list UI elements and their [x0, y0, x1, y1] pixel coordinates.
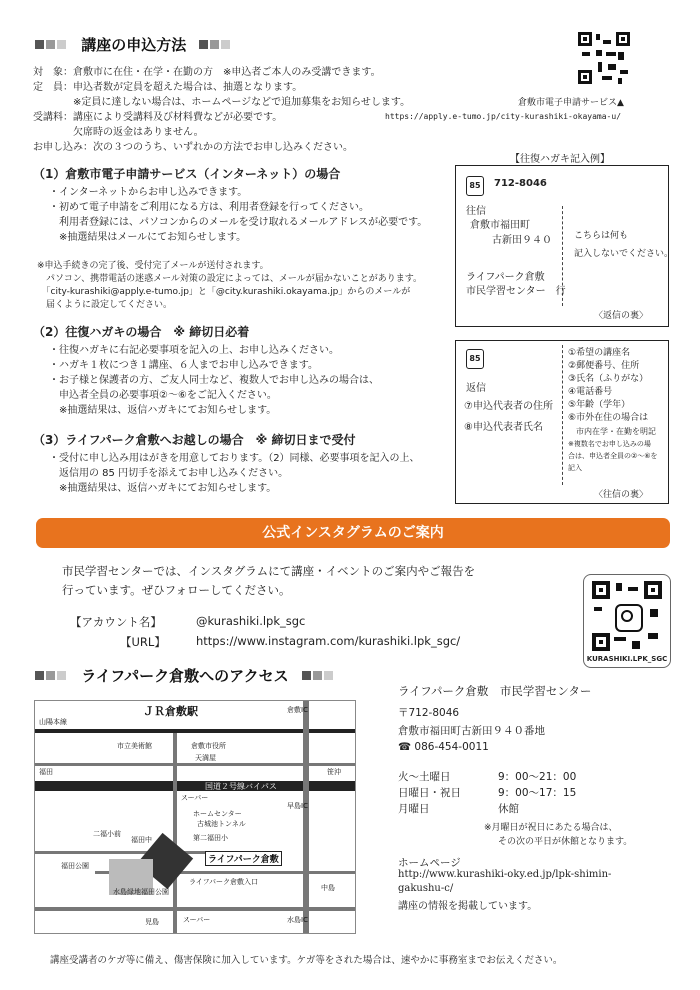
postcard-item: ③氏名（ふりがな） — [568, 374, 649, 384]
map-label: 二福小前 — [93, 830, 121, 838]
apply-info — [33, 66, 453, 156]
instagram-intro-1: 市民学習センターでは、インスタグラムにて講座・イベントのご案内やご報告を — [62, 564, 476, 578]
instagram-qr-card[interactable] — [583, 574, 671, 668]
map-label: 第二福田小 — [193, 834, 228, 842]
postcard-rep-addr: ⑦申込代表者の住所 — [464, 401, 553, 412]
hp-label: ホームページ — [398, 857, 461, 869]
map-label: ライフパーク倉敷 — [205, 851, 282, 866]
access-org: ライフパーク倉敷 市民学習センター — [398, 684, 592, 698]
instagram-intro-2: 行っています。ぜひフォローしてください。 — [62, 583, 291, 597]
postcard-addr1: 倉敷市福田町 — [470, 220, 530, 231]
postcard-to1: ライフパーク倉敷 — [466, 272, 545, 283]
apply-qr-code[interactable] — [578, 32, 630, 84]
method2-line: ・お子様と保護者の方、ご友人同士など、複数人でお申し込みの場合は、 — [49, 375, 379, 386]
access-tel: ☎ 086-454-0011 — [398, 741, 489, 753]
postcard-item: 合は、申込者全員の②～⑥を — [568, 452, 658, 460]
method1-line: ※抽選結果はメールにてお知らせします。 — [49, 232, 247, 243]
map-line-label: 山陽本線 — [39, 718, 67, 726]
postcard-item: 市内在学・在勤を明記 — [568, 427, 656, 436]
map-place: 児島 — [145, 918, 159, 926]
map-bypass-label: 国道２号線バイパス — [205, 782, 277, 791]
postcard-zip: 712-8046 — [494, 178, 547, 189]
access-section-header — [35, 665, 335, 686]
apply-section-header — [35, 34, 232, 55]
method3-line: ・受付に申し込み用はがきを用意しております。（2）同様、必要事項を記入の上、 — [49, 453, 420, 464]
method2-line: ・往復ハガキに右記必要事項を記入の上、お申し込みください。 — [49, 345, 339, 356]
instagram-url-label: 【URL】 — [120, 635, 166, 649]
postcard-reply — [455, 340, 669, 504]
apply-line-how: お申し込み：次の３つのうち、いずれかの方法でお申し込みください。 — [33, 142, 353, 153]
postcard-outgoing — [455, 165, 674, 327]
map-place: 水島IC — [287, 916, 308, 924]
map-label: 福田公園 — [61, 862, 89, 870]
postcard-item: ④電話番号 — [568, 387, 613, 397]
map-station-label: ＪＲ倉敷駅 — [143, 705, 198, 718]
method1-heading: （1）倉敷市電子申請サービス（インターネット）の場合 — [33, 167, 341, 181]
postcard-title: 【往復ハガキ記入例】 — [510, 154, 610, 165]
hours-time: 9：00～21：00 — [498, 771, 577, 783]
postcard-item: ⑤年齢（学年） — [568, 400, 631, 410]
method1 — [33, 168, 453, 308]
access-info — [398, 683, 688, 933]
hours-day: 火～土曜日 — [398, 771, 451, 783]
map-label: 倉敷市役所 — [191, 742, 226, 750]
access-title: ライフパーク倉敷へのアクセス — [81, 667, 289, 685]
instagram-qr-caption: KURASHIKI.LPK_SGC — [586, 655, 668, 663]
method1-line: ・初めて電子申請をご利用になる方は、利用者登録を行ってください。 — [49, 202, 369, 213]
postcard-addr2: 古新田９４０ — [492, 235, 552, 246]
postcard-item: ②郵便番号、住所 — [568, 361, 640, 371]
postcard-item: 記入 — [568, 464, 582, 472]
map-place: 福田 — [39, 768, 53, 776]
method2-line: ※抽選結果は、返信ハガキにてお知らせします。 — [49, 405, 277, 416]
postcard-items — [568, 347, 668, 474]
hours-day: 日曜日・祝日 — [398, 787, 461, 799]
instagram-account-label: 【アカウント名】 — [70, 615, 162, 629]
footer-note: 講座受講者のケガ等に備え、傷害保険に加入しています。ケガ等をされた場合は、速やかに事務室までお伝えください。 — [50, 955, 563, 966]
map-place: 中島 — [321, 884, 335, 892]
map-label: 古城池トンネル — [197, 820, 246, 828]
hours-note: ※月曜日が祝日にあたる場合は、 — [484, 823, 618, 833]
postcard-back-label: 〈返信の裏〉 — [594, 311, 649, 321]
instagram-banner: 公式インスタグラムのご案内 — [36, 518, 670, 548]
method1-note: パソコン、携帯電話の迷惑メール対策の設定によっては、メールが届かないことがあります。 — [37, 274, 423, 284]
apply-line-fee: 受講料：講座により受講料及び材料費などが必要です。 — [33, 112, 283, 123]
hours-day: 月曜日 — [398, 803, 430, 815]
postcard-right2: 記入しないでください。 — [574, 249, 674, 259]
method2-heading: （2）往復ハガキの場合 ※ 締切日必着 — [33, 325, 250, 339]
apply-line-capacity: 定 員：申込者数が定員を超えた場合は、抽選となります。 — [33, 82, 303, 93]
map-label: ホームセンター — [193, 810, 242, 818]
map-label: 天満屋 — [195, 754, 216, 762]
method3 — [33, 434, 453, 499]
map-label: 水島緑地福田公園 — [113, 888, 169, 896]
access-map — [34, 700, 356, 934]
hours-time: 9：00～17：15 — [498, 787, 577, 799]
hp-url[interactable]: gakushu-c/ — [398, 883, 454, 894]
map-place: 倉敷IC — [287, 706, 308, 714]
postcard-rep-name: ⑧申込代表者氏名 — [464, 422, 543, 433]
apply-title: 講座の申込方法 — [81, 36, 187, 54]
apply-line-refund: 欠席時の返金はありません。 — [33, 127, 204, 138]
hours-note: その次の平日が休館となります。 — [498, 837, 633, 847]
method3-line: ※抽選結果は、返信ハガキにてお知らせします。 — [49, 483, 277, 494]
method2-line: ・ハガキ１枚につき１講座、６人までお申し込みできます。 — [49, 360, 318, 371]
method2-line: 申込者全員の必要事項②～⑥をご記入ください。 — [49, 390, 277, 401]
postcard-item: ※複数名でお申し込みの場 — [568, 440, 651, 448]
instagram-account[interactable]: @kurashiki.lpk_sgc — [196, 614, 306, 628]
method2 — [33, 326, 453, 421]
hp-url[interactable]: http://www.kurashiki-oky.ed.jp/lpk-shimin- — [398, 869, 612, 880]
hp-note: 講座の情報を掲載しています。 — [398, 901, 538, 912]
postcard-back-label2: 〈往信の裏〉 — [594, 490, 649, 500]
method1-note: ※申込手続きの完了後、受付完了メールが送付されます。 — [37, 261, 269, 271]
access-address: 倉敷市福田町古新田９４０番地 — [398, 725, 545, 737]
method3-heading: （3）ライフパーク倉敷へお越しの場合 ※ 締切日まで受付 — [33, 433, 356, 447]
method1-note: 届くように設定してください。 — [37, 300, 173, 310]
apply-line-capacity-note: ※定員に達しない場合は、ホームページなどで追加募集をお知らせします。 — [33, 97, 411, 108]
method1-line: ・インターネットからお申し込みできます。 — [49, 187, 248, 198]
map-label: 市立美術館 — [117, 742, 152, 750]
apply-qr-caption: 倉敷市電子申請サービス▲ — [518, 98, 624, 108]
stamp-icon: 85 — [466, 176, 484, 196]
map-label: ライフパーク倉敷入口 — [189, 878, 259, 886]
postcard-right1: こちらは何も — [574, 231, 629, 241]
stamp-icon: 85 — [466, 349, 484, 369]
postcard-item: ①希望の講座名 — [568, 348, 631, 358]
map-label: スーパー — [183, 916, 211, 924]
apply-url[interactable]: https://apply.e-tumo.jp/city-kurashiki-okayama-u/ — [385, 112, 622, 121]
instagram-qr-code — [592, 581, 662, 651]
map-label: 福田中 — [131, 836, 152, 844]
method1-note: 「city-kurashiki@apply.e-tumo.jp」と「@city.kurashiki.okayama.jp」からのメールが — [37, 287, 411, 297]
map-place: 笹沖 — [327, 768, 341, 776]
method1-line: 利用者登録には、パソコンからのメールを受け取れるメールアドレスが必要です。 — [49, 217, 428, 228]
hours-time: 休館 — [498, 803, 519, 815]
postcard-item: ⑥市外在住の場合は — [568, 413, 649, 423]
method3-line: 返信用の 85 円切手を添えてお申し込みください。 — [49, 468, 289, 479]
apply-line-target: 対 象：倉敷市に在住・在学・在勤の方 ※申込者ご本人のみ受講できます。 — [33, 67, 381, 78]
postcard-to2: 市民学習センター 行 — [466, 286, 566, 297]
postcard-ofuku: 往信 — [466, 206, 486, 217]
access-zip: 〒712-8046 — [398, 707, 460, 719]
postcard-henshin: 返信 — [466, 383, 486, 394]
map-place: 早島IC — [287, 802, 308, 810]
map-label: スーパー — [181, 794, 209, 802]
instagram-url[interactable]: https://www.instagram.com/kurashiki.lpk_sgc/ — [196, 634, 461, 648]
